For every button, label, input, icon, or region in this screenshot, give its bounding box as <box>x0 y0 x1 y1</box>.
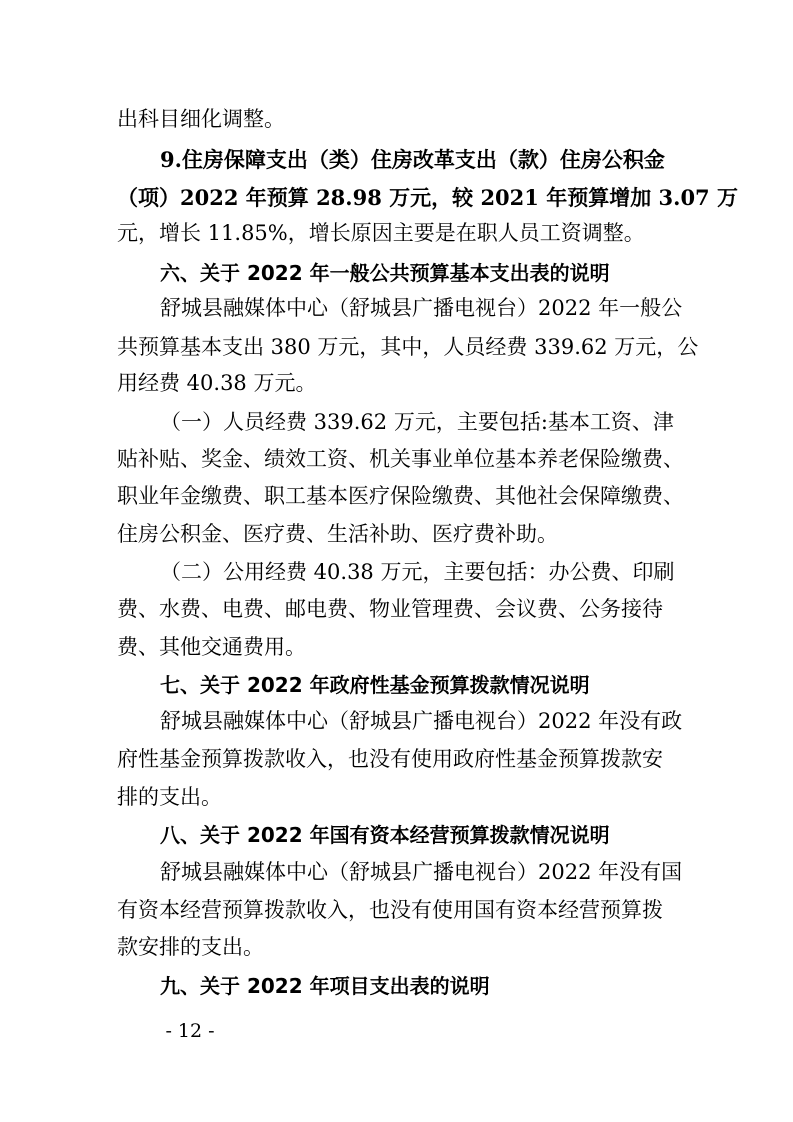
text-line: 职业年金缴费、职工基本医疗保险缴费、其他社会保障缴费、 <box>117 484 684 508</box>
text-line: 排的支出。 <box>117 785 222 809</box>
text-line: 出科目细化调整。 <box>117 107 285 131</box>
text-line: （一）人员经费 339.62 万元，主要包括:基本工资、津 <box>160 410 674 434</box>
text-line: （二）公用经费 40.38 万元，主要包括：办公费、印刷 <box>160 560 675 584</box>
section-heading: 八、关于 2022 年国有资本经营预算拨款情况说明 <box>160 823 610 847</box>
section-heading: 七、关于 2022 年政府性基金预算拨款情况说明 <box>160 673 590 697</box>
text-line: 舒城县融媒体中心（舒城县广播电视台）2022 年没有政 <box>160 709 683 733</box>
text-line: 住房公积金、医疗费、生活补助、医疗费补助。 <box>117 522 558 546</box>
text-line: 共预算基本支出 380 万元，其中，人员经费 339.62 万元，公 <box>117 335 699 359</box>
text-line: 费、其他交通费用。 <box>117 635 306 659</box>
text-line: 贴补贴、奖金、绩效工资、机关事业单位基本养老保险缴费、 <box>117 447 684 471</box>
section-heading: 九、关于 2022 年项目支出表的说明 <box>160 974 490 998</box>
text-line: 款安排的支出。 <box>117 935 264 959</box>
text-line: 用经费 40.38 万元。 <box>117 371 317 395</box>
item-heading: （项）2022 年预算 28.98 万元，较 2021 年预算增加 3.07 万 <box>117 185 738 210</box>
text-line: 舒城县融媒体中心（舒城县广播电视台）2022 年没有国 <box>160 860 683 884</box>
text-line: 舒城县融媒体中心（舒城县广播电视台）2022 年一般公 <box>160 296 683 320</box>
item-heading: 9.住房保障支出（类）住房改革支出（款）住房公积金 <box>160 147 665 172</box>
text-line: 费、水费、电费、邮电费、物业管理费、会议费、公务接待 <box>117 597 663 621</box>
text-line: 元，增长 11.85%，增长原因主要是在职人员工资调整。 <box>117 221 645 245</box>
text-line: 有资本经营预算拨款收入，也没有使用国有资本经营预算拨 <box>117 898 663 922</box>
text-line: 府性基金预算拨款收入，也没有使用政府性基金预算拨款安 <box>117 747 663 771</box>
page-number: - 12 - <box>165 1020 215 1042</box>
section-heading: 六、关于 2022 年一般公共预算基本支出表的说明 <box>160 261 610 285</box>
